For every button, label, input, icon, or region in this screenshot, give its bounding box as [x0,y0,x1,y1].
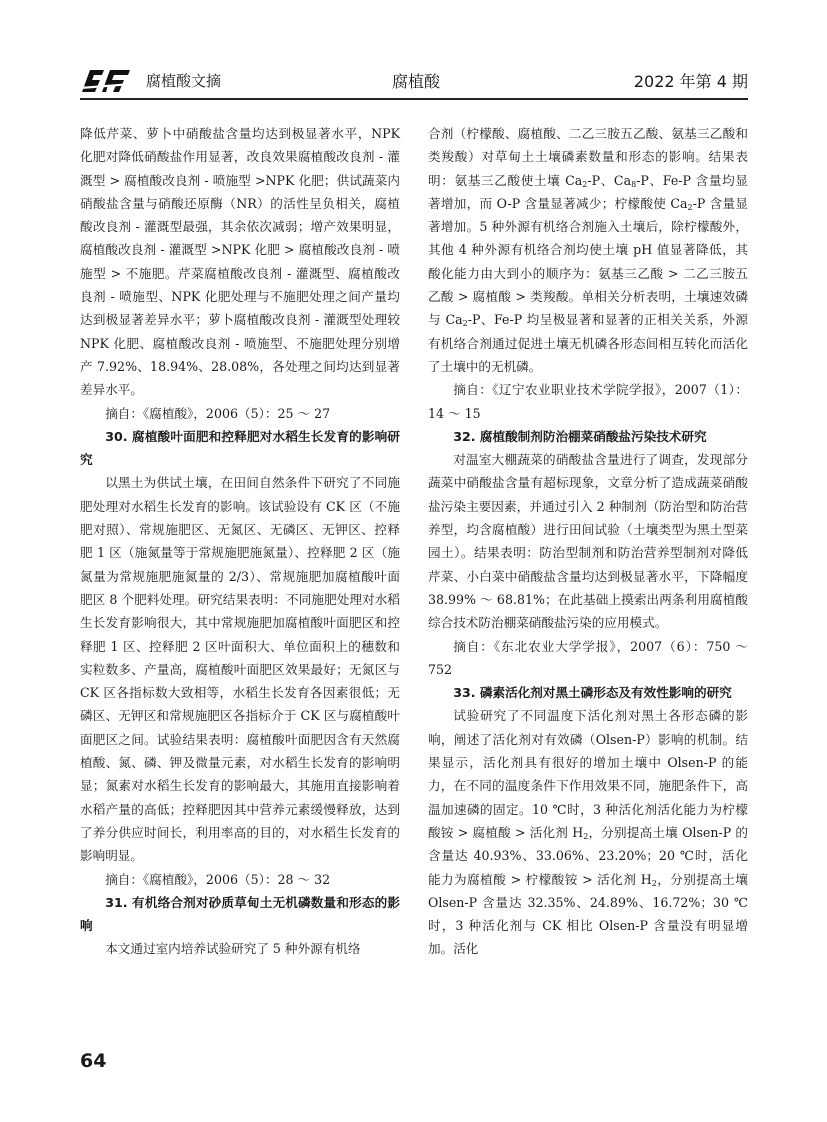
subscript: 2 [462,319,468,329]
subscript: 2 [687,202,693,212]
subscript: 2 [582,179,588,189]
abstract-title-32: 32. 腐植酸制剂防治棚菜硝酸盐污染技术研究 [453,428,707,444]
text-run: -P 含量显著增加。5 种外源有机络合剂施入土壤后，除柠檬酸外，其他 4 种外源有机络合剂均使土壤 pH 值显著降低，其酸化能力由大到小的顺序为：氨基三乙酸 > 二乙三胺五乙酸 > 腐植酸 > 类羧酸。单相关分析表明，土壤速效磷与 Ca [428,195,749,328]
abstract-body-33 [428,704,748,960]
abstract-title-33: 33. 磷素活化剂对黑土磷形态及有效性影响的研究 [453,685,732,701]
header-divider [80,98,748,100]
abstract-title-31: 31. 有机络合剂对砂质草甸土无机磷数量和形态的影响 [80,894,400,934]
source-citation-32: 摘自：《东北农业大学学报》，2007（6）：750 ～ 752 [428,638,748,677]
text-run: -P、Ca [587,172,632,188]
abstract-body-30: 以黑土为供试土壤，在田间自然条件下研究了不同施肥处理对水稻生长发育的影响。该试验设有 CK 区（不施肥对照）、常规施肥区、无氮区、无磷区、无钾区、控释肥 1 区（施氮量等于常规施肥施氮量）、控释肥 2 区（施氮量为常规施肥施氮量的 2/3）、常规施肥加腐植酸叶面肥区 8 个肥料处理。研究结果表明：不同施肥处理对水稻生长发育影响很大，其中常规施肥加腐植酸叶面肥区和控释肥 1 区、控释肥 2 区叶面积大、单位面积上的穗数和实粒数多、产量高，腐植酸叶面肥区效果最好；无氮区与 CK 区各指标数大致相等，水稻生长发育各因素很低；无磷区、无钾区和常规施肥区各指标介于 CK 区与腐植酸叶面肥区之间。试验结果表明：腐植酸叶面肥因含有天然腐植酸、氮、磷、钾及微量元素，对水稻生长发育的影响明显；氮素对水稻生长发育的影响最大，其施用直接影响着水稻产量的高低；控释肥因其中营养元素缓慢释放，达到了养分供应时间长，利用率高的目的，对水稻生长发育的影响明显。 [80,475,400,864]
abstract-29-continuation: 降低芹菜、萝卜中硝酸盐含量均达到极显著水平，NPK 化肥对降低硝酸盐作用显著，改良效果腐植酸改良剂 - 灌溉型 > 腐植酸改良剂 - 喷施型 >NPK 化肥；供试蔬菜内硝酸盐含量与硝酸还原酶（NR）的活性呈负相关，腐植酸改良剂 - 灌溉型最强，其余依次减弱；增产效果明显，腐植酸改良剂 - 灌溉型 >NPK 化肥 > 腐植酸改良剂 - 喷施型 > 不施肥。芹菜腐植酸改良剂 - 灌溉型、腐植酸改良剂 - 喷施型、NPK 化肥处理与不施肥处理之间产量均达到极显著差异水平；萝卜腐植酸改良剂 - 灌溉型处理较 NPK 化肥、腐植酸改良剂 - 喷施型、不施肥处理分别增产 7.92%、18.94%、28.08%，各处理之间均达到显著差异水平。 [80,126,400,398]
issue-label: 2022 年第 4 期 [633,72,748,91]
journal-name: 腐植酸 [392,72,441,91]
abstract-body-32: 对温室大棚蔬菜的硝酸盐含量进行了调查，发现部分蔬菜中硝酸盐含量有超标现象，文章分析了造成蔬菜硝酸盐污染主要因素，并通过引入 2 种制剂（防治型和防治营养型，均含腐植酸）进行田间试验（土壤类型为黑土型菜园土）。结果表明：防治型制剂和防治营养型制剂对降低芹菜、小白菜中硝酸盐含量均达到极显著水平，下降幅度 38.99% ～ 68.81%；在此基础上摸索出两条利用腐植酸综合技术防治棚菜硝酸盐污染的应用模式。 [428,452,748,631]
text-run: -P、Fe-P 含量均显著增加，而 O-P 含量显著减少；柠檬酸使 Ca [428,172,748,211]
subscript: 2 [651,878,657,888]
abstract-body-31-start: 本文通过室内培养试验研究了 5 种外源有机络 [105,941,361,957]
subscript: 8 [631,179,637,189]
right-column [428,122,748,961]
source-citation-31: 摘自：《辽宁农业职业技术学院学报》，2007（1）：14 ～ 15 [428,382,748,421]
text-run: -P、Fe-P 均呈极显著和显著的正相关关系，外源有机络合剂通过促进土壤无机磷各形态间相互转化而活化了土壤中的无机磷。 [428,312,748,374]
text-run: ，分别提高土壤 Olsen-P 的含量达 40.93%、33.06%、23.20%；20 ℃时，活化能力为腐植酸 > 柠檬酸铵 > 活化剂 H [428,824,748,887]
abstract-body-31-continuation [428,122,748,378]
subscript: 2 [583,831,589,841]
source-citation-29: 摘自：《腐植酸》，2006（5）：25 ～ 27 [105,405,331,421]
publication-name: 腐植酸文摘 [146,72,222,90]
text-run: 试验研究了不同温度下活化剂对黑土各形态磷的影响，阐述了活化剂对有效磷（Olsen-P）影响的机制。结果显示，活化剂具有很好的增加土壤中 Olsen-P 的能力，在不同的温度条件下作用效果不同，施肥条件下，高温加速磷的固定。10 ℃时，3 种活化剂活化能力为柠檬酸铵 > 腐植酸 > 活化剂 H [428,708,748,840]
journal-logo-icon [80,66,132,94]
source-citation-30: 摘自：《腐植酸》，2006（5）：28 ～ 32 [105,871,331,887]
text-run: 合剂（柠檬酸、腐植酸、二乙三胺五乙酸、氨基三乙酸和类羧酸）对草甸土土壤磷素数量和形态的影响。结果表明：氨基三乙酸使土壤 Ca [428,126,748,188]
text-run: ，分别提高土壤 Olsen-P 含量达 32.35%、24.89%、16.72%；30 ℃时，3 种活化剂与 CK 相比 Olsen-P 含量没有明显增加。活化 [428,871,748,957]
page-number: 64 [80,1050,107,1072]
left-column [80,122,400,961]
running-header [80,64,748,98]
abstract-title-30: 30. 腐植酸叶面肥和控释肥对水稻生长发育的影响研究 [80,428,400,468]
